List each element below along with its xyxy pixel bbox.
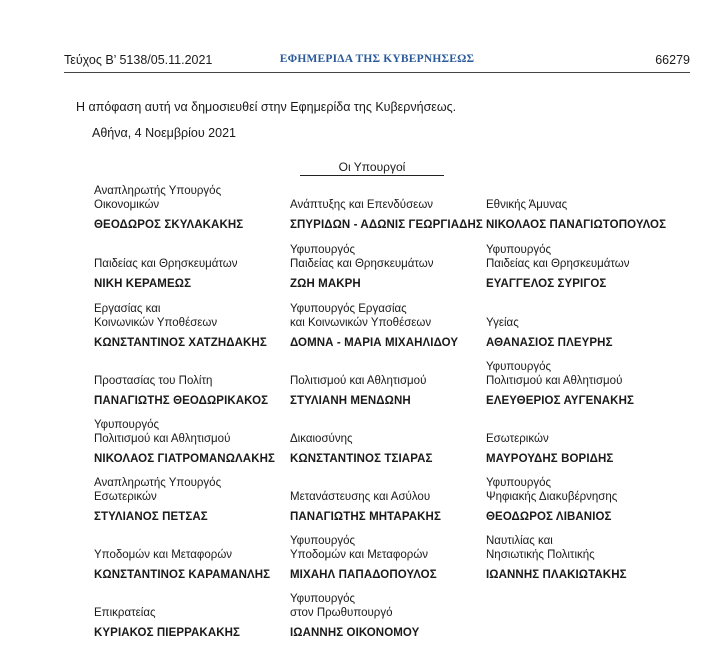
signatory-role: Υφυπουργός Υποδομών και Μεταφορών	[290, 535, 429, 561]
gazette-title: ΕΦΗΜΕΡΙΔΑ ΤΗΣ ΚΥΒΕΡΝΗΣΕΩΣ	[279, 53, 475, 65]
signatory-name: ΘΕΟΔΩΡΟΣ ΣΚΥΛΑΚΑΚΗΣ	[94, 219, 244, 231]
signatory-name: ΠΑΝΑΓΙΩΤΗΣ ΘΕΟΔΩΡΙΚΑΚΟΣ	[94, 395, 269, 407]
signatory-name: ΣΠΥΡΙΔΩΝ - ΑΔΩΝΙΣ ΓΕΩΡΓΙΑΔΗΣ	[290, 219, 483, 231]
signatory-entry	[94, 606, 294, 640]
signatory-entry	[290, 592, 490, 640]
signatory-role: Υφυπουργός Παιδείας και Θρησκευμάτων	[486, 244, 630, 270]
signatory-entry	[94, 302, 294, 350]
ministers-title: Οι Υπουργοί	[300, 160, 444, 176]
signatory-role: Παιδείας και Θρησκευμάτων	[94, 258, 238, 270]
signatory-entry	[94, 418, 294, 466]
signatory-name: ΘΕΟΔΩΡΟΣ ΛΙΒΑΝΙΟΣ	[486, 511, 612, 523]
signatory-entry	[290, 490, 490, 524]
signatory-name: ΝΙΚΟΛΑΟΣ ΓΙΑΤΡΟΜΑΝΩΛΑΚΗΣ	[94, 453, 276, 465]
signatory-role: Ανάπτυξης και Επενδύσεων	[290, 199, 434, 211]
signatory-role: Υφυπουργός Πολιτισμού και Αθλητισμού	[94, 419, 231, 445]
signatory-role: Αναπληρωτής Υπουργός Οικονομικών	[94, 185, 222, 211]
signatory-name: ΖΩΗ ΜΑΚΡΗ	[290, 278, 361, 290]
signatory-name: ΜΑΥΡΟΥΔΗΣ ΒΟΡΙΔΗΣ	[486, 453, 614, 465]
signatory-role: Προστασίας του Πολίτη	[94, 375, 213, 387]
signatory-entry	[486, 243, 686, 291]
signatory-role: Υφυπουργός Πολιτισμού και Αθλητισμού	[486, 361, 623, 387]
signatory-role: Εθνικής Άμυνας	[486, 199, 568, 211]
signatory-name: ΣΤΥΛΙΑΝΗ ΜΕΝΔΩΝΗ	[290, 395, 411, 407]
signatory-entry	[290, 432, 490, 466]
signatory-name: ΚΩΝΣΤΑΝΤΙΝΟΣ ΧΑΤΖΗΔΑΚΗΣ	[94, 337, 267, 349]
signatory-name: ΔΟΜΝΑ - ΜΑΡΙΑ ΜΙΧΑΗΛΙΔΟΥ	[290, 337, 459, 349]
signatory-name: ΣΤΥΛΙΑΝΟΣ ΠΕΤΣΑΣ	[94, 511, 208, 523]
signatory-name: ΝΙΚΗ ΚΕΡΑΜΕΩΣ	[94, 278, 192, 290]
place-date: Αθήνα, 4 Νοεμβρίου 2021	[92, 126, 236, 140]
header-divider	[64, 72, 690, 73]
signatory-role: Εσωτερικών	[486, 433, 549, 445]
signatory-entry	[94, 374, 294, 408]
issue-number: Τεύχος Β’ 5138/05.11.2021	[64, 53, 213, 67]
signatory-entry	[486, 198, 686, 232]
signatory-name: ΚΥΡΙΑΚΟΣ ΠΙΕΡΡΑΚΑΚΗΣ	[94, 627, 241, 639]
publication-statement: Η απόφαση αυτή να δημοσιευθεί στην Εφημερίδα της Κυβερνήσεως.	[76, 100, 457, 114]
signatory-name: ΕΛΕΥΘΕΡΙΟΣ ΑΥΓΕΝΑΚΗΣ	[486, 395, 634, 407]
page-number: 66279	[655, 53, 690, 67]
signatory-entry	[290, 534, 490, 582]
signatory-name: ΚΩΝΣΤΑΝΤΙΝΟΣ ΤΣΙΑΡΑΣ	[290, 453, 433, 465]
signatory-role: Πολιτισμού και Αθλητισμού	[290, 375, 427, 387]
signatory-entry	[290, 374, 490, 408]
signatory-entry	[486, 316, 686, 350]
signatory-entry	[94, 476, 294, 524]
signatory-entry	[290, 302, 490, 350]
signatory-name: ΕΥΑΓΓΕΛΟΣ ΣΥΡΙΓΟΣ	[486, 278, 607, 290]
signatory-name: ΜΙΧΑΗΛ ΠΑΠΑΔΟΠΟΥΛΟΣ	[290, 569, 437, 581]
signatory-role: Υφυπουργός Εργασίας και Κοινωνικών Υποθέσεων	[290, 303, 432, 329]
signatory-entry	[94, 184, 294, 232]
signatory-role: Μετανάστευσης και Ασύλου	[290, 491, 431, 503]
signatory-role: Δικαιοσύνης	[290, 433, 353, 445]
signatory-entry	[486, 534, 686, 582]
signatory-entry	[486, 476, 686, 524]
signatory-name: ΝΙΚΟΛΑΟΣ ΠΑΝΑΓΙΩΤΟΠΟΥΛΟΣ	[486, 219, 667, 231]
signatory-entry	[486, 360, 686, 408]
signatory-name: ΙΩΑΝΝΗΣ ΟΙΚΟΝΟΜΟΥ	[290, 627, 420, 639]
signatory-name: ΙΩΑΝΝΗΣ ΠΛΑΚΙΩΤΑΚΗΣ	[486, 569, 627, 581]
signatory-role: Εργασίας και Κοινωνικών Υποθέσεων	[94, 303, 218, 329]
signatory-entry	[290, 243, 490, 291]
signatory-name: ΠΑΝΑΓΙΩΤΗΣ ΜΗΤΑΡΑΚΗΣ	[290, 511, 441, 523]
signatory-name: ΑΘΑΝΑΣΙΟΣ ΠΛΕΥΡΗΣ	[486, 337, 613, 349]
signatory-entry	[486, 432, 686, 466]
signatory-role: Υγείας	[486, 317, 519, 329]
signatory-role: Επικρατείας	[94, 607, 156, 619]
signatory-role: Υφυπουργός Ψηφιακής Διακυβέρνησης	[486, 477, 618, 503]
signatory-role: Υποδομών και Μεταφορών	[94, 549, 233, 561]
signatory-role: Αναπληρωτής Υπουργός Εσωτερικών	[94, 477, 222, 503]
signatory-role: Υφυπουργός στον Πρωθυπουργό	[290, 593, 393, 619]
signatory-role: Υφυπουργός Παιδείας και Θρησκευμάτων	[290, 244, 434, 270]
signatory-name: ΚΩΝΣΤΑΝΤΙΝΟΣ ΚΑΡΑΜΑΝΛΗΣ	[94, 569, 271, 581]
signatory-role: Ναυτιλίας και Νησιωτικής Πολιτικής	[486, 535, 595, 561]
signatory-entry	[290, 198, 490, 232]
page-header	[64, 53, 690, 71]
signatory-entry	[94, 257, 294, 291]
signatory-entry	[94, 548, 294, 582]
